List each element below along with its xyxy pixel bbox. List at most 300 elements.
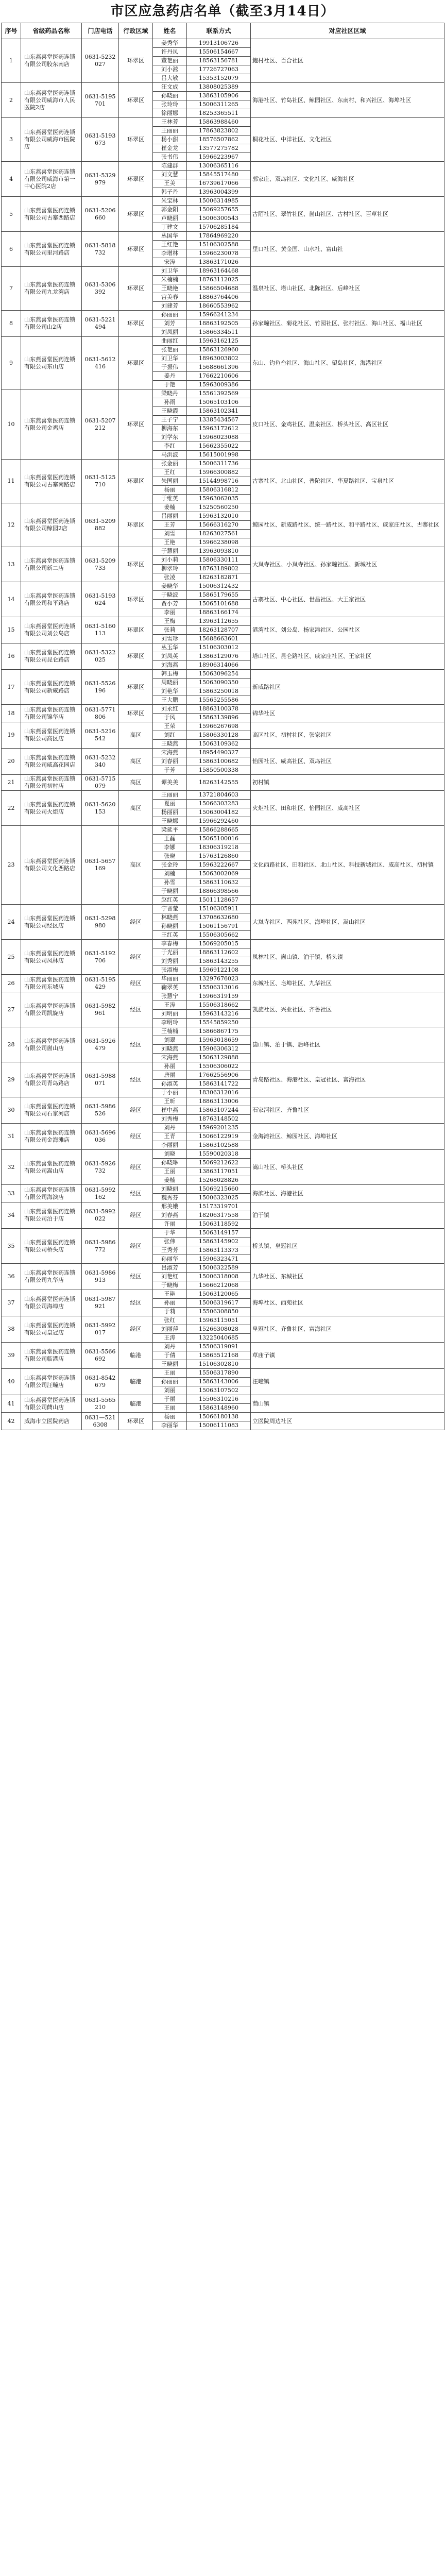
- district: 经区: [119, 1185, 153, 1202]
- district: 环翠区: [119, 617, 153, 643]
- staff-phone: 15666212068: [187, 1281, 251, 1290]
- staff-name: 宋涛: [153, 258, 187, 267]
- staff-phone: 19913106726: [187, 39, 251, 48]
- staff-phone: 15966300882: [187, 468, 251, 477]
- staff-phone: 15069257655: [187, 206, 251, 214]
- store-phone: 0631-5193624: [82, 582, 119, 617]
- staff-phone: 15863143255: [187, 957, 251, 966]
- staff-phone: 15506313016: [187, 984, 251, 992]
- row-number: 34: [2, 1202, 21, 1229]
- staff-name: 于莉: [153, 1308, 187, 1316]
- staff-name: 王晓燕: [153, 740, 187, 749]
- staff-name: 王梅: [153, 617, 187, 626]
- staff-phone: 13963112655: [187, 617, 251, 626]
- staff-name: 梁晓丹: [153, 389, 187, 398]
- service-area: 新威路社区: [251, 670, 444, 705]
- staff-name: 丁建文: [153, 223, 187, 232]
- pharmacy-name: 山东燕喜堂医药连锁有限公司青岛路店: [21, 1062, 82, 1097]
- staff-phone: 15006111083: [187, 1421, 251, 1430]
- staff-name: 吕淑芳: [153, 1264, 187, 1273]
- store-phone: 0631-5566692: [82, 1343, 119, 1369]
- staff-name: 于丽: [153, 1395, 187, 1404]
- staff-name: 于华: [153, 1229, 187, 1238]
- staff-phone: 15106303012: [187, 643, 251, 652]
- table-row: [2, 975, 444, 984]
- staff-name: 韩玉梅: [153, 670, 187, 679]
- staff-phone: 18563156781: [187, 57, 251, 65]
- row-number: 9: [2, 337, 21, 389]
- staff-name: 宁晋莹: [153, 905, 187, 913]
- pharmacy-name: 山东燕喜堂医药连锁有限公司桥头店: [21, 1229, 82, 1264]
- store-phone: 0631-5125710: [82, 460, 119, 503]
- staff-phone: 15969122108: [187, 966, 251, 975]
- staff-name: 赵红英: [153, 896, 187, 905]
- service-area: 凤林社区、崮山镇、泊于镇、桥头镇: [251, 940, 444, 975]
- table-header-row: [2, 23, 444, 39]
- staff-name: 于慧丽: [153, 547, 187, 556]
- staff-name: 孙丽华: [153, 1255, 187, 1264]
- row-number: 40: [2, 1369, 21, 1395]
- row-number: 10: [2, 389, 21, 460]
- pharmacy-name: 山东燕喜堂医药连锁有限公司汪疃店: [21, 1369, 82, 1395]
- staff-phone: 15806330111: [187, 556, 251, 565]
- staff-phone: 15006314985: [187, 197, 251, 206]
- service-area: 孙家疃社区、菊花社区、竹园社区、张村社区、海山社区、福山社区: [251, 311, 444, 337]
- staff-name: 宋海燕: [153, 749, 187, 757]
- store-phone: 0631-5565210: [82, 1395, 119, 1413]
- staff-name: 梁延平: [153, 826, 187, 835]
- store-phone: 0631-5298980: [82, 905, 119, 940]
- table-row: [2, 905, 444, 913]
- staff-name: 刘春丽: [153, 757, 187, 766]
- staff-phone: 13577275782: [187, 144, 251, 153]
- staff-name: 姜晓华: [153, 582, 187, 591]
- staff-name: 刘卫华: [153, 267, 187, 276]
- staff-phone: 15863110632: [187, 878, 251, 887]
- table-row: [2, 460, 444, 468]
- staff-name: 刘文慧: [153, 171, 187, 179]
- district: 环翠区: [119, 670, 153, 705]
- store-phone: 0631-5306392: [82, 267, 119, 311]
- staff-phone: 15063118592: [187, 1220, 251, 1229]
- pharmacy-name: 山东燕喜堂医药连锁有限公司海滨店: [21, 1185, 82, 1202]
- staff-name: 王丽丽: [153, 791, 187, 800]
- table-row: [2, 582, 444, 591]
- staff-name: 刘建芳: [153, 302, 187, 311]
- staff-name: 刘艳华: [153, 687, 187, 696]
- staff-phone: 17726727063: [187, 65, 251, 74]
- pharmacy-name: 山东燕喜堂医药连锁有限公司鲸园2店: [21, 503, 82, 547]
- staff-phone: 15066122919: [187, 1132, 251, 1141]
- staff-phone: 15966241234: [187, 311, 251, 319]
- table-row: [2, 162, 444, 171]
- pharmacy-name: 山东燕喜堂医药连锁有限公司锦华店: [21, 705, 82, 722]
- staff-name: 李丽: [153, 608, 187, 617]
- table-row: [2, 1229, 444, 1238]
- staff-phone: 18763148502: [187, 1115, 251, 1124]
- staff-phone: 15865512168: [187, 1351, 251, 1360]
- table-row: [2, 232, 444, 241]
- staff-name: 张莉: [153, 626, 187, 635]
- staff-name: 陈建群: [153, 162, 187, 171]
- district: 经区: [119, 1202, 153, 1229]
- staff-phone: 15063002069: [187, 870, 251, 878]
- pharmacy-name: 山东燕喜堂医药连锁有限公司经区店: [21, 905, 82, 940]
- store-phone: 0631-5992017: [82, 1316, 119, 1343]
- staff-name: 王昕: [153, 1097, 187, 1106]
- staff-name: 夏丽: [153, 800, 187, 808]
- table-row: [2, 1343, 444, 1351]
- table-row: [2, 547, 444, 556]
- staff-name: 张淑梅: [153, 966, 187, 975]
- staff-phone: 15863126960: [187, 346, 251, 354]
- staff-name: 崔金龙: [153, 144, 187, 153]
- staff-name: 王晓霞: [153, 407, 187, 416]
- staff-phone: 15963172612: [187, 425, 251, 433]
- staff-phone: 13863171026: [187, 258, 251, 267]
- staff-name: 刘秀丽: [153, 957, 187, 966]
- staff-phone: 15006311265: [187, 100, 251, 109]
- row-number: 42: [2, 1413, 21, 1430]
- staff-name: 徐丽娜: [153, 109, 187, 118]
- staff-name: 王涛: [153, 1001, 187, 1010]
- district: 临港: [119, 1395, 153, 1413]
- row-number: 33: [2, 1185, 21, 1202]
- table-row: [2, 940, 444, 948]
- service-area: 里口社区、黄金国、山水社、富山社: [251, 232, 444, 267]
- district: 环翠区: [119, 582, 153, 617]
- table-row: [2, 1097, 444, 1106]
- table-row: [2, 1316, 444, 1325]
- store-phone: 0631-5192706: [82, 940, 119, 975]
- staff-name: 宫美春: [153, 293, 187, 302]
- staff-name: 刘丹: [153, 1343, 187, 1351]
- staff-name: 曲丽红: [153, 337, 187, 346]
- store-phone: 0631-5232027: [82, 39, 119, 83]
- staff-name: 刘丽萍: [153, 1325, 187, 1334]
- table-row: [2, 1062, 444, 1071]
- staff-phone: 13708632680: [187, 913, 251, 922]
- row-number: 29: [2, 1062, 21, 1097]
- staff-phone: 18863166174: [187, 608, 251, 617]
- district: 高区: [119, 826, 153, 905]
- staff-name: 刘晓燕: [153, 1045, 187, 1054]
- district: 高区: [119, 749, 153, 775]
- staff-name: 王丽: [153, 1404, 187, 1413]
- staff-phone: 18306319218: [187, 843, 251, 852]
- staff-name: 丛玉华: [153, 643, 187, 652]
- staff-phone: 15863102588: [187, 1141, 251, 1150]
- staff-phone: 15063004182: [187, 808, 251, 817]
- row-number: 37: [2, 1290, 21, 1316]
- staff-name: 王楠楠: [153, 1027, 187, 1036]
- staff-phone: 15963009386: [187, 381, 251, 389]
- staff-phone: 15850500338: [187, 766, 251, 775]
- staff-phone: 15865179655: [187, 591, 251, 600]
- staff-phone: 15963222667: [187, 861, 251, 870]
- store-phone: 0631-5232340: [82, 749, 119, 775]
- header-area: 对应社区区域: [251, 23, 444, 39]
- store-phone: 0631—5216308: [82, 1413, 119, 1430]
- table-row: [2, 1369, 444, 1378]
- service-area: 海港社区、竹岛社区、鲸园社区、东南村、和兴社区、海埠社区: [251, 83, 444, 118]
- staff-name: 刘明丽: [153, 1010, 187, 1019]
- staff-phone: 15506319091: [187, 1343, 251, 1351]
- staff-phone: 15866504688: [187, 284, 251, 293]
- staff-name: 刘春燕: [153, 1211, 187, 1220]
- staff-name: 于光丽: [153, 948, 187, 957]
- staff-name: 张伟: [153, 1238, 187, 1246]
- staff-name: 王大鹏: [153, 696, 187, 705]
- row-number: 24: [2, 905, 21, 940]
- staff-phone: 15065103106: [187, 398, 251, 407]
- staff-phone: 15866288665: [187, 826, 251, 835]
- staff-name: 王丽丽: [153, 127, 187, 135]
- staff-phone: 15863139896: [187, 714, 251, 722]
- staff-name: 崔中燕: [153, 1106, 187, 1115]
- row-number: 17: [2, 670, 21, 705]
- store-phone: 0631-5988071: [82, 1062, 119, 1097]
- staff-name: 杨小甜: [153, 135, 187, 144]
- row-number: 23: [2, 826, 21, 905]
- staff-name: 王秀芳: [153, 1246, 187, 1255]
- pharmacy-name: 山东燕喜堂医药连锁有限公司威海市第一中心医院2店: [21, 162, 82, 197]
- district: 经区: [119, 1027, 153, 1062]
- staff-phone: 15106302588: [187, 241, 251, 249]
- row-number: 32: [2, 1150, 21, 1185]
- service-area: 蔄山镇: [251, 1395, 444, 1413]
- staff-name: 孙晓丽: [153, 922, 187, 931]
- staff-phone: 15963062035: [187, 495, 251, 503]
- service-area: 大岚寺社区、西苑社区、海埠社区、嵩山社区: [251, 905, 444, 940]
- staff-phone: 15063120065: [187, 1290, 251, 1299]
- staff-name: 孙丽丽: [153, 1378, 187, 1386]
- pharmacy-name: 山东燕喜堂医药连锁有限公司刘公岛店: [21, 617, 82, 643]
- row-number: 21: [2, 775, 21, 791]
- row-number: 15: [2, 617, 21, 643]
- store-phone: 0631-5207212: [82, 389, 119, 460]
- service-area: 东山、钓鱼台社区、海山社区、望岛社区、海港社区: [251, 337, 444, 389]
- service-area: 凯旋社区、兴业社区、齐鲁社区: [251, 992, 444, 1027]
- row-number: 7: [2, 267, 21, 311]
- pharmacy-name: 山东燕喜堂医药连锁有限公司古寨西路店: [21, 197, 82, 232]
- table-row: [2, 39, 444, 48]
- staff-phone: 13006365116: [187, 162, 251, 171]
- service-area: 嵩山社区、桥头社区: [251, 1150, 444, 1185]
- staff-name: 刘凤丽: [153, 328, 187, 337]
- staff-name: 王艳: [153, 538, 187, 547]
- pharmacy-name: 山东燕喜堂医药连锁有限公司胶东南店: [21, 39, 82, 83]
- staff-name: 孙雪: [153, 878, 187, 887]
- staff-phone: 18906314066: [187, 661, 251, 670]
- staff-name: 魏秀芬: [153, 1194, 187, 1202]
- staff-phone: 13297676023: [187, 975, 251, 984]
- store-phone: 0631-5771806: [82, 705, 119, 722]
- staff-phone: 15963143216: [187, 1010, 251, 1019]
- service-area: 汪疃镇: [251, 1369, 444, 1395]
- pharmacy-name: 山东燕喜堂医药连锁有限公司泊于店: [21, 1202, 82, 1229]
- staff-phone: 15966267698: [187, 722, 251, 731]
- district: 临港: [119, 1369, 153, 1395]
- staff-phone: 15863143006: [187, 1378, 251, 1386]
- row-number: 36: [2, 1264, 21, 1290]
- staff-phone: 15963132010: [187, 512, 251, 521]
- store-phone: 0631-5526196: [82, 670, 119, 705]
- staff-name: 刘卫华: [153, 354, 187, 363]
- store-phone: 0631-5209733: [82, 547, 119, 582]
- staff-phone: 15506154667: [187, 48, 251, 57]
- table-row: [2, 1150, 444, 1159]
- district: 环翠区: [119, 162, 153, 197]
- district: 经区: [119, 1124, 153, 1150]
- service-area: 港湾社区、刘公岛、杨家滩社区、公园社区: [251, 617, 444, 643]
- staff-phone: 15506305662: [187, 931, 251, 940]
- staff-phone: 15845517480: [187, 171, 251, 179]
- store-phone: 0631-5195701: [82, 83, 119, 118]
- staff-name: 孙雨: [153, 398, 187, 407]
- district: 环翠区: [119, 232, 153, 267]
- store-phone: 0631-5986526: [82, 1097, 119, 1124]
- row-number: 3: [2, 118, 21, 162]
- row-number: 6: [2, 232, 21, 267]
- row-number: 28: [2, 1027, 21, 1062]
- service-area: 锦华社区: [251, 705, 444, 722]
- staff-phone: 15966223967: [187, 153, 251, 162]
- table-row: [2, 1395, 444, 1404]
- header-contact: 联系方式: [187, 23, 251, 39]
- staff-phone: 17662556906: [187, 1071, 251, 1080]
- row-number: 38: [2, 1316, 21, 1343]
- row-number: 25: [2, 940, 21, 975]
- staff-name: 刘学东: [153, 433, 187, 442]
- table-row: [2, 311, 444, 319]
- staff-phone: 15866867175: [187, 1027, 251, 1036]
- staff-name: 刘小莉: [153, 556, 187, 565]
- staff-phone: 13721804603: [187, 791, 251, 800]
- row-number: 8: [2, 311, 21, 337]
- pharmacy-name: 山东燕喜堂医药连锁有限公司东山店: [21, 337, 82, 389]
- staff-phone: 18263182871: [187, 573, 251, 582]
- staff-phone: 15963162125: [187, 337, 251, 346]
- store-phone: 0631-5221494: [82, 311, 119, 337]
- staff-name: 朱宝林: [153, 197, 187, 206]
- staff-phone: 13963093810: [187, 547, 251, 556]
- row-number: 2: [2, 83, 21, 118]
- staff-phone: 15806316812: [187, 486, 251, 495]
- staff-phone: 15006311736: [187, 460, 251, 468]
- staff-phone: 15144998716: [187, 477, 251, 486]
- row-number: 39: [2, 1343, 21, 1369]
- pharmacy-name: 山东燕喜堂医药连锁有限公司威高花园店: [21, 749, 82, 775]
- table-row: [2, 1202, 444, 1211]
- staff-name: 姜楠: [153, 1176, 187, 1185]
- pharmacy-name: 山东燕喜堂医药连锁有限公司里河路店: [21, 232, 82, 267]
- staff-phone: 18863764406: [187, 293, 251, 302]
- district: 经区: [119, 905, 153, 940]
- staff-phone: 15066180138: [187, 1413, 251, 1421]
- staff-name: 朱国丽: [153, 477, 187, 486]
- staff-name: 许丽: [153, 1220, 187, 1229]
- table-row: [2, 992, 444, 1001]
- service-area: 怡园社区、威高社区、双岛社区: [251, 749, 444, 775]
- pharmacy-name: 山东燕喜堂医药连锁有限公司凤林店: [21, 940, 82, 975]
- row-number: 13: [2, 547, 21, 582]
- district: 高区: [119, 775, 153, 791]
- staff-name: 孙丽: [153, 1299, 187, 1308]
- staff-phone: 18306312016: [187, 1089, 251, 1097]
- staff-name: 于倩: [153, 1351, 187, 1360]
- staff-name: 王艳: [153, 1290, 187, 1299]
- staff-phone: 13385434567: [187, 416, 251, 425]
- staff-name: 于晓梅: [153, 1281, 187, 1290]
- staff-phone: 15063149157: [187, 1229, 251, 1238]
- row-number: 22: [2, 791, 21, 826]
- district: 环翠区: [119, 705, 153, 722]
- district: 经区: [119, 1264, 153, 1290]
- header-no: 序号: [2, 23, 21, 39]
- staff-name: 刘海燕: [153, 661, 187, 670]
- service-area: 鲸园社区、新威路社区、统一路社区、和平路社区、戚家庄社区、古寨社区: [251, 503, 444, 547]
- staff-phone: 15106305911: [187, 905, 251, 913]
- service-area: 古陌社区、翠竹社区、崮山社区、古村社区、百草社区: [251, 197, 444, 232]
- staff-phone: 15688663601: [187, 635, 251, 643]
- table-row: [2, 1264, 444, 1273]
- staff-name: 于晓波: [153, 591, 187, 600]
- staff-phone: 18863112602: [187, 948, 251, 957]
- staff-name: 孙淑英: [153, 1080, 187, 1089]
- staff-name: 姜丹: [153, 372, 187, 381]
- pharmacy-table: [1, 23, 444, 1430]
- staff-phone: 15063107502: [187, 1386, 251, 1395]
- pharmacy-name: 山东燕喜堂医药连锁有限公司山2店: [21, 311, 82, 337]
- store-phone: 0631-5206660: [82, 197, 119, 232]
- staff-phone: 18954490327: [187, 749, 251, 757]
- staff-phone: 13808025389: [187, 83, 251, 92]
- service-area: 金海滩社区、鲸园社区、海埠社区: [251, 1124, 444, 1150]
- district: 经区: [119, 1150, 153, 1185]
- staff-name: 杨丽: [153, 1413, 187, 1421]
- table-row: [2, 826, 444, 835]
- store-phone: 0631-5620153: [82, 791, 119, 826]
- staff-name: 周晓丽: [153, 679, 187, 687]
- staff-phone: 15250560250: [187, 503, 251, 512]
- staff-phone: 15863100682: [187, 757, 251, 766]
- staff-name: 唐丽: [153, 1071, 187, 1080]
- staff-name: 刘丽: [153, 1386, 187, 1395]
- staff-phone: 15506317890: [187, 1369, 251, 1378]
- table-row: [2, 1413, 444, 1421]
- staff-name: 于风: [153, 714, 187, 722]
- staff-name: 李丽华: [153, 1421, 187, 1430]
- pharmacy-name: 山东燕喜堂医药连锁有限公司威海市医院店: [21, 118, 82, 162]
- table-row: [2, 643, 444, 652]
- staff-phone: 15966230078: [187, 249, 251, 258]
- table-row: [2, 705, 444, 714]
- staff-name: 张凌: [153, 573, 187, 582]
- service-area: 温泉社区、塔山社区、北陈社区、后峰社区: [251, 267, 444, 311]
- staff-name: 吕大敏: [153, 74, 187, 83]
- pharmacy-name: 山东燕喜堂医药连锁有限公司威海市人民医院2店: [21, 83, 82, 118]
- service-area: 皮口社区、金鸡社区、温泉社区、桥头社区、高区社区: [251, 389, 444, 460]
- row-number: 5: [2, 197, 21, 232]
- table-row: [2, 775, 444, 791]
- staff-name: 柳翠玲: [153, 565, 187, 573]
- header-district: 行政区域: [119, 23, 153, 39]
- staff-phone: 15006318008: [187, 1273, 251, 1281]
- service-area: 古寨社区、北山社区、普陀社区、华夏路社区、宝泉社区: [251, 460, 444, 503]
- store-phone: 0631-8542679: [82, 1369, 119, 1395]
- pharmacy-name: 威海市立医院药店: [21, 1413, 82, 1430]
